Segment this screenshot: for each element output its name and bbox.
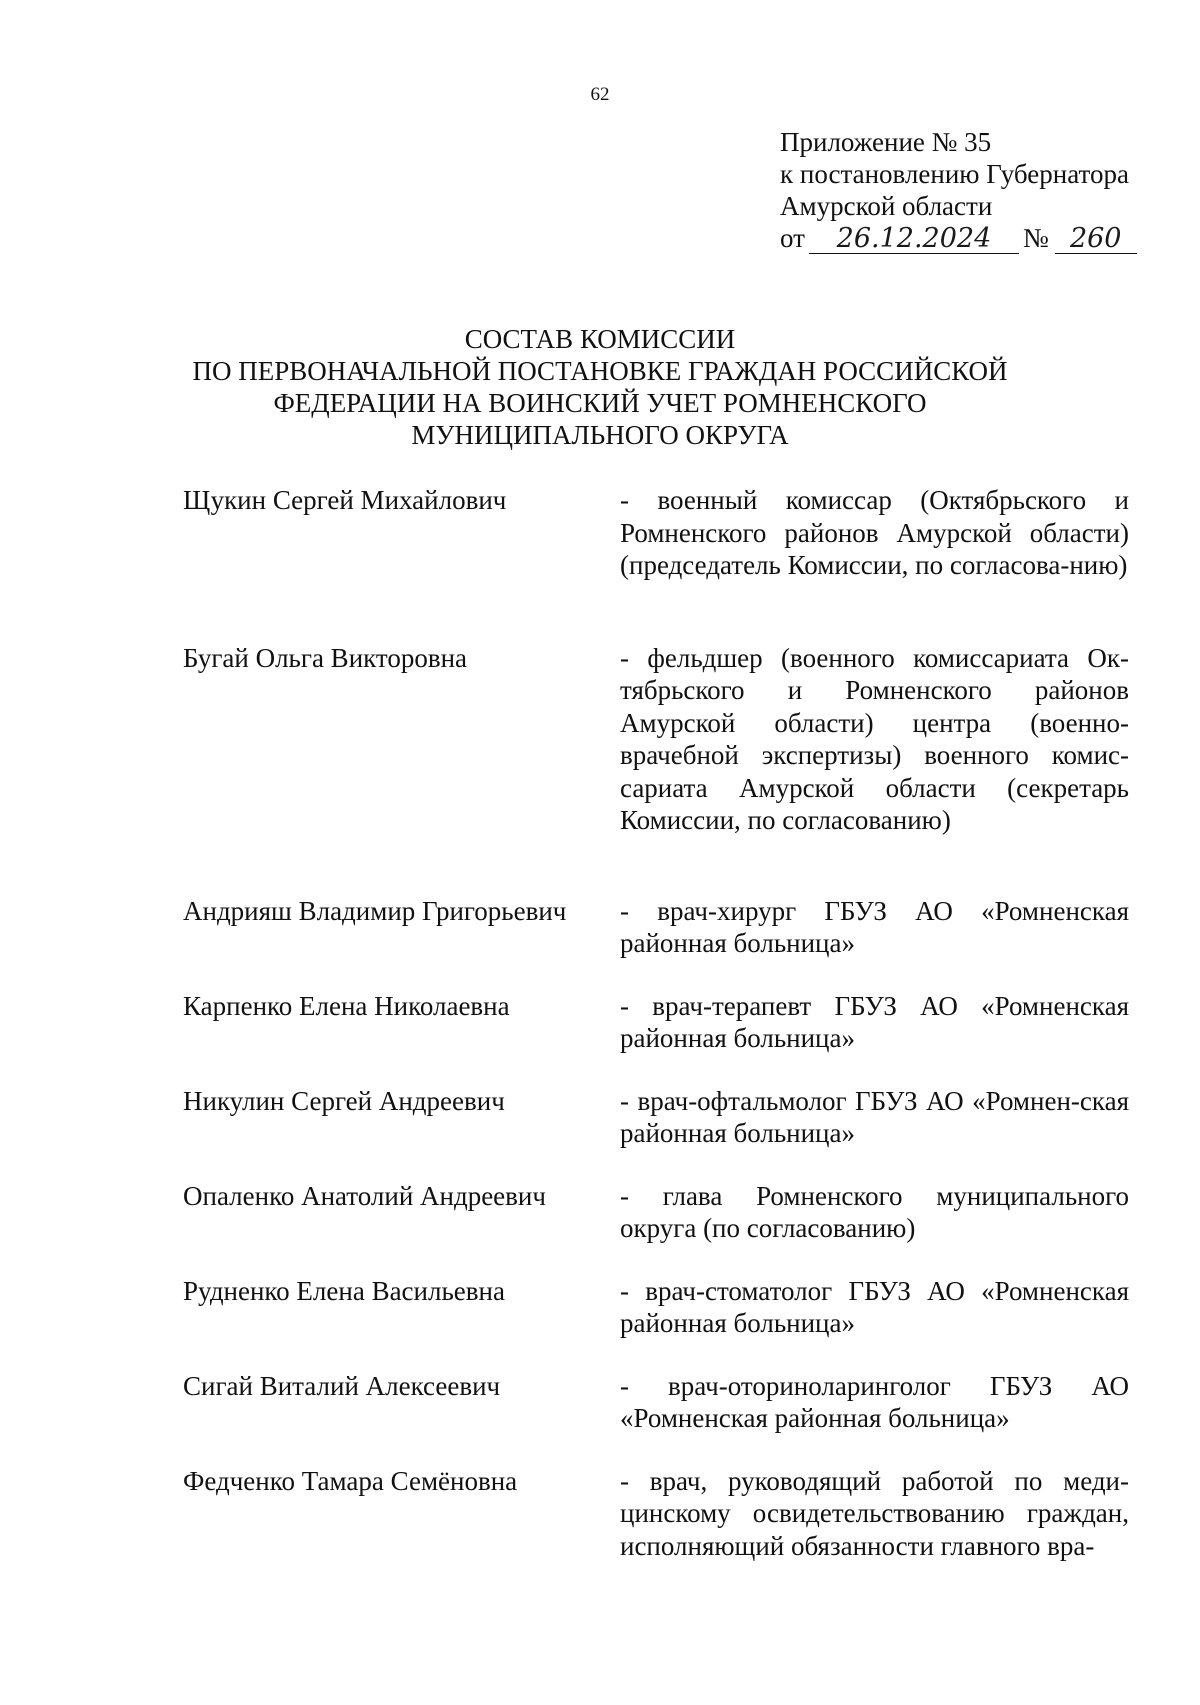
number-prefix: №	[1022, 223, 1049, 253]
member-name: Андрияш Владимир Григорьевич	[183, 895, 567, 926]
handwritten-date: 26.12.2024	[809, 225, 1019, 254]
member-row	[183, 1275, 1129, 1340]
member-row	[183, 1085, 1129, 1150]
member-role: - врач-офтальмолог ГБУЗ АО «Ромнен-ская районная больница»	[620, 1085, 1129, 1148]
appendix-date-line	[780, 222, 1137, 254]
member-role: - врач-терапевт ГБУЗ АО «Ромненская районная больница»	[620, 990, 1129, 1053]
member-row	[183, 990, 1129, 1055]
title-line-3: ФЕДЕРАЦИИ НА ВОИНСКИЙ УЧЕТ РОМНЕНСКОГО	[273, 388, 927, 418]
member-role: - врач, руководящий работой по меди-цинскому освидетельствованию граждан, исполняющий обязанности главного вра-	[620, 1465, 1129, 1561]
member-name: Карпенко Елена Николаевна	[183, 990, 510, 1021]
title-line-2: ПО ПЕРВОНАЧАЛЬНОЙ ПОСТАНОВКЕ ГРАЖДАН РОССИЙСКОЙ	[192, 356, 1008, 386]
member-name: Опаленко Анатолий Андреевич	[183, 1180, 546, 1211]
member-role: - врач-стоматолог ГБУЗ АО «Ромненская районная больница»	[620, 1275, 1129, 1338]
member-role: - военный комиссар (Октябрьского и Ромненского районов Амурской области) (председатель Комиссии, по согласова-нию)	[620, 485, 1129, 580]
member-row	[183, 484, 1129, 582]
member-name: Никулин Сергей Андреевич	[183, 1085, 505, 1116]
appendix-header	[780, 126, 1137, 254]
member-row	[183, 1370, 1129, 1435]
member-name: Рудненко Елена Васильевна	[183, 1275, 505, 1306]
member-row	[183, 1465, 1129, 1563]
members-list	[183, 484, 1129, 1562]
member-row	[183, 1180, 1129, 1245]
member-name: Щукин Сергей Михайлович	[183, 485, 507, 515]
handwritten-number: 260	[1055, 225, 1137, 254]
title-line-4: МУНИЦИПАЛЬНОГО ОКРУГА	[411, 420, 789, 450]
member-role: - глава Ромненского муниципального округа (по согласованию)	[620, 1180, 1129, 1243]
member-name: Сигай Виталий Алексеевич	[183, 1370, 501, 1401]
appendix-line-3: Амурской области	[780, 191, 993, 221]
appendix-line-1: Приложение № 35	[780, 127, 992, 157]
document-title	[0, 323, 1200, 451]
appendix-line-2: к постановлению Губернатора	[780, 159, 1129, 189]
member-role: - врач-оториноларинголог ГБУЗ АО «Ромненская районная больница»	[620, 1370, 1129, 1433]
title-line-1: СОСТАВ КОМИССИИ	[464, 324, 736, 354]
member-name: Федченко Тамара Семёновна	[183, 1465, 518, 1496]
page-number: 62	[590, 84, 610, 105]
date-prefix: от	[780, 223, 805, 253]
member-role: - врач-хирург ГБУЗ АО «Ромненская районная больница»	[620, 895, 1129, 958]
member-row	[183, 895, 1129, 960]
member-row	[183, 642, 1129, 837]
member-role: - фельдшер (военного комиссариата Ок-тябрьского и Ромненского районов Амурской области) центра (военно-врачебной экспертизы) военного комис-сариата Амурской области (секретарь Комиссии, по согласованию)	[620, 642, 1129, 835]
member-name: Бугай Ольга Викторовна	[183, 642, 468, 673]
